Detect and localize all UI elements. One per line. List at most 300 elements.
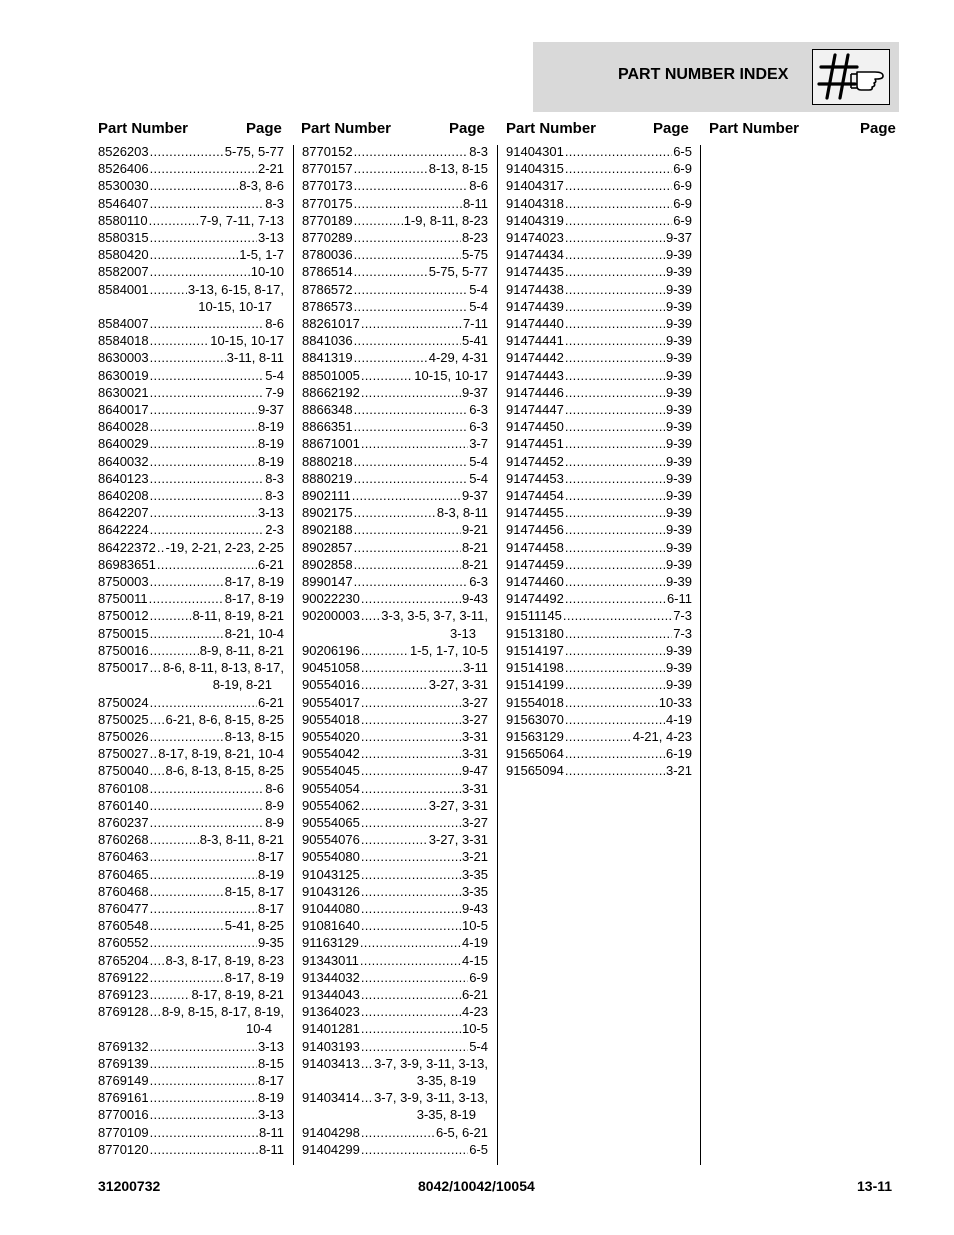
dot-leader: [354, 263, 428, 280]
part-number: 91163129: [302, 935, 359, 951]
page-reference: 6-21: [257, 694, 284, 710]
part-number: 90554062: [302, 797, 360, 813]
dot-leader: [150, 367, 265, 384]
index-entry: [98, 883, 284, 900]
index-entry: [506, 315, 692, 332]
index-entry: [98, 263, 284, 280]
page-reference: 9-39: [665, 436, 692, 452]
dot-leader: [361, 1020, 461, 1037]
index-entry: [98, 642, 284, 659]
dot-leader: [563, 607, 672, 624]
dot-leader: [565, 642, 665, 659]
part-number: 8990147: [302, 574, 353, 590]
part-number: 8880218: [302, 453, 353, 469]
part-number: 90554076: [302, 832, 360, 848]
dot-leader: [361, 831, 428, 848]
dot-leader: [150, 694, 257, 711]
dot-leader: [150, 883, 224, 900]
page-reference: 8-6: [265, 316, 284, 332]
part-number: 8750024: [98, 694, 149, 710]
page-reference: 8-6, 8-11, 8-13, 8-17,: [162, 660, 284, 676]
page-reference: 9-39: [665, 350, 692, 366]
dot-leader: [565, 539, 665, 556]
index-entry: [302, 1124, 488, 1141]
dot-leader: [565, 625, 672, 642]
dot-leader: [150, 1038, 257, 1055]
part-number: 90554016: [302, 677, 360, 693]
part-number: 91401281: [302, 1021, 360, 1037]
page-reference: 8-17, 8-19: [224, 591, 284, 607]
dot-leader: [565, 160, 672, 177]
dot-leader: [150, 1106, 257, 1123]
index-entry: [302, 1089, 488, 1123]
part-number: 8769123: [98, 986, 149, 1002]
page-reference: 8-19: [257, 453, 284, 469]
page-reference: 6-9: [673, 195, 692, 211]
dot-leader: [565, 573, 665, 590]
page-reference: 3-27: [461, 814, 488, 830]
page-reference: 8-11: [258, 1141, 284, 1157]
index-entry: [98, 986, 284, 1003]
dot-leader: [361, 780, 461, 797]
dot-leader: [354, 160, 428, 177]
page-reference: 9-43: [461, 900, 488, 916]
index-entry: [98, 711, 284, 728]
page-reference: 8-13, 8-15: [224, 728, 284, 744]
page-reference: 1-5, 1-7: [239, 247, 284, 263]
index-entry: [302, 607, 488, 641]
part-number: 8769149: [98, 1072, 149, 1088]
index-entry: [506, 728, 692, 745]
page-reference: 9-39: [665, 539, 692, 555]
page-reference: 3-31: [461, 780, 488, 796]
page-reference: 9-39: [665, 384, 692, 400]
index-entry: [98, 195, 284, 212]
index-entry: [506, 367, 692, 384]
dot-leader: [150, 453, 257, 470]
part-number: 90554054: [302, 780, 360, 796]
page-reference: 9-39: [665, 556, 692, 572]
page-reference: 9-37: [461, 488, 488, 504]
dot-leader: [150, 642, 199, 659]
dot-leader: [565, 521, 665, 538]
page-reference: 8-3: [265, 195, 284, 211]
col1-part-header: Part Number: [98, 120, 189, 137]
index-entry: [302, 470, 488, 487]
part-number: 91474492: [506, 591, 564, 607]
dot-leader: [150, 384, 265, 401]
page-reference: 8-3, 8-6: [239, 178, 284, 194]
part-number: 8580110: [98, 212, 148, 228]
index-entry: [98, 384, 284, 401]
part-number: 8866348: [302, 402, 353, 418]
part-number: 91474446: [506, 384, 564, 400]
index-entry: [98, 160, 284, 177]
page-reference: 7-3: [673, 608, 692, 624]
dot-leader: [150, 917, 224, 934]
dot-leader: [354, 246, 461, 263]
dot-leader: [150, 418, 257, 435]
column-divider: [700, 145, 701, 1165]
dot-leader: [565, 212, 672, 229]
page-reference: 5-75, 5-77: [428, 264, 488, 280]
footer-doc-number: 31200732: [98, 1178, 161, 1194]
dot-leader: [354, 401, 469, 418]
index-entry: [98, 780, 284, 797]
index-entry: [302, 711, 488, 728]
index-entry: [302, 332, 488, 349]
page-reference: 3-27, 3-31: [428, 797, 488, 813]
part-number: 91474455: [506, 505, 564, 521]
page-reference: 3-7: [469, 436, 488, 452]
index-entry: [98, 177, 284, 194]
page-reference: 8-9: [265, 797, 284, 813]
page-reference: 5-4: [469, 281, 488, 297]
part-number: 91474441: [506, 333, 564, 349]
index-entry: [98, 831, 284, 848]
index-entry: [506, 659, 692, 676]
part-number: 8841036: [302, 333, 353, 349]
dot-leader: [361, 315, 462, 332]
index-entry: [98, 418, 284, 435]
part-number: 8750027: [98, 746, 149, 762]
part-number: 90200003: [302, 608, 360, 624]
dot-leader: [354, 143, 469, 160]
index-entry: [98, 229, 284, 246]
page-reference: 9-37: [257, 402, 284, 418]
part-number: 8642224: [98, 522, 149, 538]
col1-page-header: Page: [246, 120, 282, 137]
part-number: 8750016: [98, 642, 149, 658]
part-number: 8760548: [98, 918, 149, 934]
page-reference: 8-17: [257, 1072, 284, 1088]
page-reference: 8-3, 8-11: [436, 505, 488, 521]
index-entry: [302, 1038, 488, 1055]
index-entry: [302, 745, 488, 762]
page-reference: 10-33: [658, 694, 692, 710]
index-entry: [98, 1106, 284, 1123]
footer-page-number: 13-11: [857, 1178, 893, 1194]
part-number: 91474450: [506, 419, 564, 435]
page-reference: 2-3: [265, 522, 284, 538]
part-number: 86983651: [98, 556, 156, 572]
index-entry: [302, 642, 488, 659]
part-number: 91043126: [302, 883, 360, 899]
index-entry: [506, 607, 692, 624]
index-entry: [98, 1003, 284, 1037]
page-reference: 8-6, 8-13, 8-15, 8-25: [165, 763, 284, 779]
page-reference: 6-9: [673, 161, 692, 177]
part-number: 8902175: [302, 505, 353, 521]
part-number: 90451058: [302, 660, 360, 676]
part-number: 91474459: [506, 556, 564, 572]
part-number: 8769128: [98, 1004, 149, 1020]
index-entry: [506, 298, 692, 315]
index-entry: [506, 694, 692, 711]
page-reference: 9-39: [665, 298, 692, 314]
part-number: 91474439: [506, 298, 564, 314]
page-reference: 10-15, 10-17: [414, 367, 488, 383]
page-reference: 9-39: [665, 574, 692, 590]
part-number: 8750026: [98, 728, 149, 744]
part-number: 8769139: [98, 1055, 149, 1071]
dot-leader: [150, 246, 239, 263]
index-entry: [506, 384, 692, 401]
page-reference: 9-39: [665, 316, 692, 332]
dot-leader: [150, 1141, 258, 1158]
page-reference: 7-9: [265, 384, 284, 400]
page-reference: 1-5, 1-7, 10-5: [409, 642, 488, 658]
dot-leader: [149, 212, 199, 229]
part-number: 91404298: [302, 1124, 360, 1140]
part-number: 88501005: [302, 367, 360, 383]
part-number: 8760268: [98, 832, 149, 848]
part-number: 91474434: [506, 247, 564, 263]
page-reference: 9-47: [461, 763, 488, 779]
footer-models: 8042/10042/10054: [418, 1178, 535, 1194]
dot-leader: [361, 1055, 373, 1072]
part-number: 91474452: [506, 453, 564, 469]
page-reference: 1-9, 8-11, 8-23: [403, 212, 488, 228]
index-entry: [98, 212, 284, 229]
part-number: 8880219: [302, 470, 353, 486]
dot-leader: [150, 934, 257, 951]
page-reference: 9-39: [665, 367, 692, 383]
index-entry: [506, 573, 692, 590]
page-reference: 3-27: [461, 694, 488, 710]
part-number: 8640208: [98, 488, 149, 504]
dot-leader: [361, 1038, 468, 1055]
index-entry: [302, 814, 488, 831]
part-number: 8902111: [302, 488, 351, 504]
page-reference: 8-11, 8-19, 8-21: [192, 608, 284, 624]
part-number: 91474451: [506, 436, 564, 452]
index-entry: [506, 401, 692, 418]
page-reference-continued: 10-4: [245, 1021, 272, 1037]
dot-leader: [150, 487, 265, 504]
part-number: 8786572: [302, 281, 353, 297]
col4-part-header: Part Number: [709, 120, 800, 137]
dot-leader: [361, 797, 428, 814]
dot-leader: [361, 1003, 461, 1020]
index-entry: [302, 229, 488, 246]
part-number: 90554065: [302, 814, 360, 830]
page-reference: 5-41, 8-25: [224, 918, 284, 934]
part-number: 88662192: [302, 384, 360, 400]
part-number: 8584018: [98, 333, 149, 349]
dot-leader: [361, 642, 409, 659]
page-reference: 8-21: [461, 556, 488, 572]
dot-leader: [150, 195, 265, 212]
index-entry: [98, 1141, 284, 1158]
page-reference: 3-7, 3-9, 3-11, 3-13,: [374, 1055, 488, 1071]
page-reference: 8-17, 8-19, 8-21, 10-4: [158, 746, 284, 762]
part-number: 8750017: [98, 660, 149, 676]
dot-leader: [150, 986, 191, 1003]
dot-leader: [150, 229, 257, 246]
page-reference: 9-39: [665, 677, 692, 693]
index-entry: [98, 607, 284, 624]
part-number: 91563070: [506, 711, 564, 727]
page-reference: 4-29, 4-31: [428, 350, 488, 366]
index-entry: [98, 1038, 284, 1055]
part-number: 8770173: [302, 178, 353, 194]
page-reference: 8-19: [257, 1090, 284, 1106]
index-entry: [506, 160, 692, 177]
dot-leader: [361, 848, 461, 865]
index-entry: [302, 934, 488, 951]
dot-leader: [565, 195, 672, 212]
dot-leader: [565, 556, 665, 573]
index-entry: [98, 1124, 284, 1141]
part-number: 91474453: [506, 470, 564, 486]
dot-leader: [150, 332, 210, 349]
part-number: 8640017: [98, 402, 149, 418]
part-number: 91474458: [506, 539, 564, 555]
part-number: 90554080: [302, 849, 360, 865]
dot-leader: [150, 160, 257, 177]
dot-leader: [150, 1072, 257, 1089]
dot-leader: [150, 745, 158, 762]
dot-leader: [565, 315, 665, 332]
page-reference: 9-39: [665, 642, 692, 658]
index-entry: [98, 900, 284, 917]
part-number: 8760465: [98, 866, 149, 882]
part-number: 8780036: [302, 247, 353, 263]
index-entry: [98, 1089, 284, 1106]
page-reference: 8-11: [462, 195, 488, 211]
part-number: 91474442: [506, 350, 564, 366]
dot-leader: [361, 986, 461, 1003]
dot-leader: [354, 281, 469, 298]
dot-leader: [150, 848, 257, 865]
part-number: 8765204: [98, 952, 149, 968]
index-entry: [506, 229, 692, 246]
part-number: 8760468: [98, 883, 149, 899]
dot-leader: [361, 607, 380, 624]
index-entry: [302, 694, 488, 711]
page-reference: 8-17: [257, 900, 284, 916]
dot-leader: [565, 384, 665, 401]
index-entry: [98, 367, 284, 384]
part-number: 8640028: [98, 419, 149, 435]
page-reference: 3-27, 3-31: [428, 832, 488, 848]
page-reference: 8-3: [469, 144, 488, 159]
page-reference: 7-11: [462, 316, 488, 332]
dot-leader: [361, 1141, 468, 1158]
part-number: 91511145: [506, 608, 562, 624]
page-reference: 9-39: [665, 247, 692, 263]
dot-leader: [360, 952, 461, 969]
index-entry: [302, 676, 488, 693]
page-reference: 6-9: [673, 212, 692, 228]
dot-leader: [150, 573, 224, 590]
dot-leader: [565, 470, 665, 487]
part-number: 8760108: [98, 780, 149, 796]
page-reference: 8-3: [265, 470, 284, 486]
page-reference-continued: 10-15, 10-17: [198, 298, 272, 314]
page-reference: 9-37: [461, 384, 488, 400]
dot-leader: [361, 435, 468, 452]
part-number: 91474023: [506, 230, 564, 246]
dot-leader: [361, 1089, 373, 1106]
part-number: 8530030: [98, 178, 149, 194]
index-entry: [302, 367, 488, 384]
dot-leader: [565, 728, 632, 745]
dot-leader: [565, 590, 666, 607]
part-number: 91474456: [506, 522, 564, 538]
page-reference: 3-13: [257, 1107, 284, 1123]
dot-leader: [565, 281, 665, 298]
page-reference: 3-35: [461, 866, 488, 882]
part-number: 8642207: [98, 505, 149, 521]
index-entry: [98, 281, 284, 315]
part-number: 91343011: [302, 952, 359, 968]
dot-leader: [565, 711, 665, 728]
dot-leader: [354, 298, 469, 315]
dot-leader: [565, 676, 665, 693]
part-number: 8760140: [98, 797, 149, 813]
page-reference: 9-39: [665, 419, 692, 435]
dot-leader: [565, 367, 665, 384]
index-entry: [302, 659, 488, 676]
dot-leader: [361, 694, 461, 711]
page-reference: 9-39: [665, 453, 692, 469]
dot-leader: [354, 539, 461, 556]
dot-leader: [565, 263, 665, 280]
page-reference: 6-5, 6-21: [435, 1124, 488, 1140]
part-number: 90554018: [302, 711, 360, 727]
index-entry: [506, 711, 692, 728]
page-reference: 9-35: [257, 935, 284, 951]
index-entry: [98, 969, 284, 986]
col2-page-header: Page: [449, 120, 485, 137]
dot-leader: [354, 177, 469, 194]
index-entry: [506, 521, 692, 538]
part-number: 90554017: [302, 694, 360, 710]
dot-leader: [150, 831, 199, 848]
index-entry: [302, 315, 488, 332]
index-entry: [302, 1003, 488, 1020]
page-reference: 8-19: [257, 436, 284, 452]
dot-leader: [150, 349, 226, 366]
index-entry: [506, 418, 692, 435]
part-number: 91474460: [506, 574, 564, 590]
col3-part-header: Part Number: [506, 120, 597, 137]
page-reference: 9-37: [665, 230, 692, 246]
page-title: PART NUMBER INDEX: [618, 66, 789, 83]
index-entry: [506, 143, 692, 160]
part-number: 91514197: [506, 642, 564, 658]
page-reference: 5-75: [461, 247, 488, 263]
page-reference: 8-17: [257, 849, 284, 865]
dot-leader: [361, 745, 461, 762]
page-reference: 9-43: [461, 591, 488, 607]
dot-leader: [565, 487, 665, 504]
dot-leader: [354, 332, 461, 349]
index-entry: [506, 642, 692, 659]
page-reference: 6-5: [469, 1141, 488, 1157]
part-number: 8770175: [302, 195, 353, 211]
dot-leader: [157, 539, 165, 556]
index-entry: [302, 728, 488, 745]
part-number: 8584007: [98, 316, 149, 332]
page-reference: 6-3: [469, 419, 488, 435]
part-number: 8770157: [302, 161, 353, 177]
dot-leader: [150, 504, 257, 521]
page-reference: 3-35: [461, 883, 488, 899]
index-entry: [506, 435, 692, 452]
